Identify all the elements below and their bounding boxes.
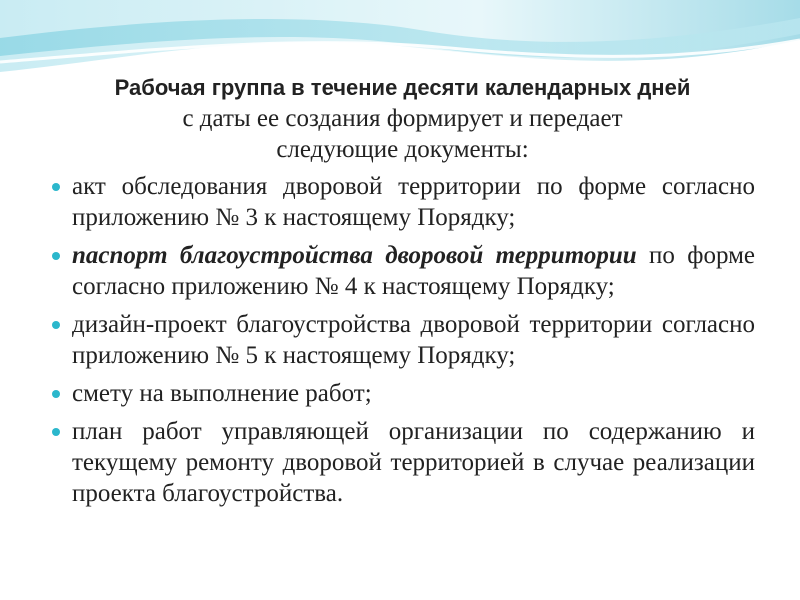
bullet-dot-icon [52,183,60,191]
heading-line-2: с даты ее создания формирует и передает [182,105,623,132]
bullet-dot-icon [52,390,60,398]
bullet-dot-icon [52,321,60,329]
list-item [50,416,755,509]
list-item-text: план работ управляющей организации по содержанию и текущему ремонту дворовой территорией в случае реализации проекта благоустройства. [72,418,755,507]
bullet-dot-icon [52,252,60,260]
slide-body [50,72,755,516]
document-list [50,171,755,509]
list-item [50,240,755,302]
list-item [50,378,755,409]
heading-line-3: следующие документы: [276,136,529,163]
list-item-text: дизайн-проект благоустройства дворовой территории согласно приложению № 5 к настоящему Порядку; [72,311,755,369]
list-item-emphasis: паспорт благоустройства дворовой территории [72,242,637,269]
list-item-text: акт обследования дворовой территории по форме согласно приложению № 3 к настоящему Порядку; [72,173,755,231]
list-item-text: смету на выполнение работ; [72,380,372,407]
list-item [50,171,755,233]
list-item-text: по форме согласно приложению № 4 к настоящему Порядку; [72,242,755,300]
bullet-dot-icon [52,428,60,436]
list-item [50,309,755,371]
slide-heading [50,72,755,165]
heading-line-1: Рабочая группа в течение десяти календарных дней [114,75,691,100]
